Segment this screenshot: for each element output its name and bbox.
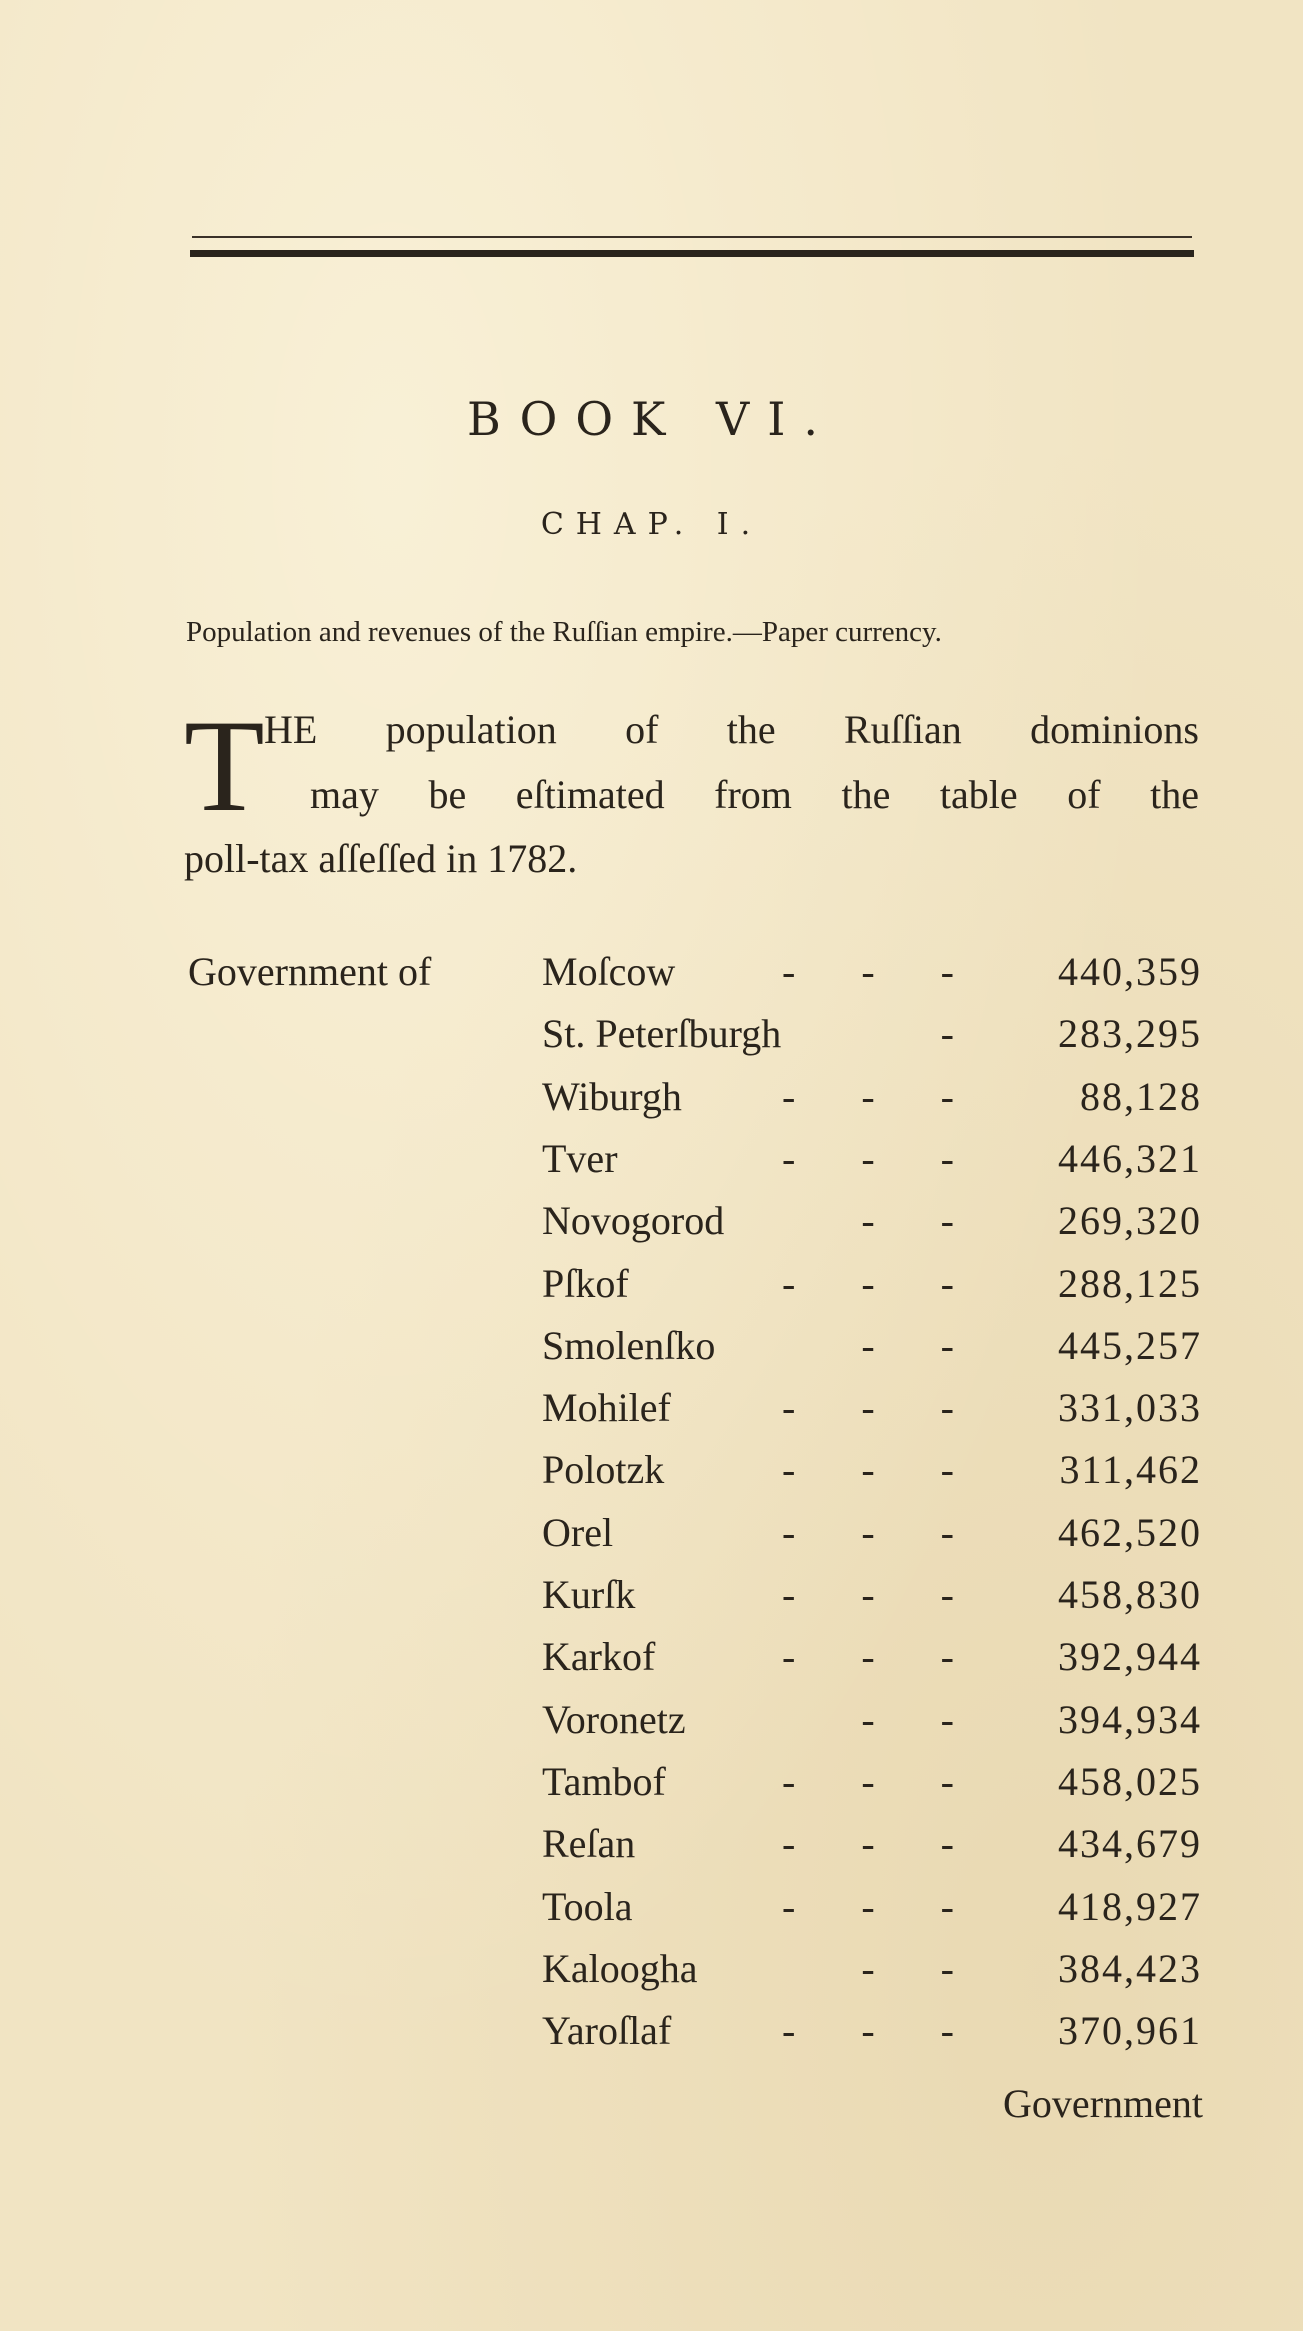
population-value: 370,961 [1058,2008,1202,2054]
paragraph-line-3: poll-tax aſſeſſed in 1782. [184,836,578,881]
leader-dashes: - - - [782,1758,982,1804]
government-name: Pſkof [542,1260,629,1306]
table-row [542,1197,1202,1255]
book-heading: BOOK VI. [466,392,837,446]
population-value: 384,423 [1058,1945,1202,1991]
leader-dashes: - - - [782,1073,982,1119]
population-value: 462,520 [1058,1509,1202,1555]
leader-dashes: - - [861,1198,982,1244]
leader-dashes: - - - [782,1135,982,1181]
government-name: Karkof [542,1634,656,1680]
leader-dashes: - - - [782,1634,982,1680]
population-value: 392,944 [1058,1634,1202,1680]
population-value: 283,295 [1058,1011,1202,1057]
government-name: Smolenſko [542,1322,716,1368]
government-name: Tver [542,1135,618,1181]
paragraph-line-2: may be eſtimated from the table of the [310,772,1199,817]
population-value: 269,320 [1058,1198,1202,1244]
table-row [542,1135,1202,1193]
government-name: Mohilef [542,1385,671,1431]
table-row [542,2007,1202,2065]
population-value: 311,462 [1059,1447,1202,1493]
table-row [542,1322,1202,1380]
population-value: 418,927 [1058,1883,1202,1929]
government-name: Novogorod [542,1198,725,1244]
population-value: 331,033 [1058,1385,1202,1431]
table-row [542,1758,1202,1816]
leader-dashes: - - - [782,949,982,994]
population-value: 434,679 [1058,1821,1202,1867]
leader-dashes: - - [861,1322,982,1368]
government-name: Kurſk [542,1572,636,1617]
leader-dashes: - - - [782,1821,982,1867]
catchword: Government [1003,2081,1203,2126]
drop-cap: T [184,692,265,839]
government-name: Toola [542,1883,633,1929]
leader-dashes: - - - [782,1572,982,1617]
table-row [542,1260,1202,1318]
table-row [542,1446,1202,1504]
government-name: Wiburgh [542,1073,682,1119]
leader-dashes: - [940,1011,982,1057]
table-row [542,1820,1202,1878]
table-row [542,1073,1202,1131]
government-name: Orel [542,1509,614,1555]
government-name: Reſan [542,1821,636,1867]
table-row [542,1696,1202,1754]
leader-dashes: - - - [782,1385,982,1431]
leader-dashes: - - - [782,2008,982,2054]
government-name: Kaloogha [542,1945,698,1991]
government-name: Yaroſlaf [542,2008,672,2054]
population-value: 288,125 [1058,1260,1202,1306]
population-value: 445,257 [1058,1322,1202,1368]
population-value: 394,934 [1058,1696,1202,1742]
population-value: 458,025 [1058,1758,1202,1804]
leader-dashes: - - - [782,1509,982,1555]
population-value: 440,359 [1058,949,1202,994]
table-intro: Government of [188,949,432,994]
table-row [542,1509,1202,1567]
leader-dashes: - - [861,1945,982,1991]
table-row [542,1633,1202,1691]
government-name: Tambof [542,1758,666,1804]
table-row [542,1945,1202,2003]
leader-dashes: - - - [782,1447,982,1493]
government-name: St. Peterſburgh [542,1011,782,1057]
government-name: Voronetz [542,1696,686,1742]
header-rule-thick [190,250,1194,257]
leader-dashes: - - [861,1696,982,1742]
government-name: Moſcow [542,949,676,994]
population-value: 88,128 [1080,1073,1202,1119]
table-row [542,1571,1202,1629]
table-row [542,948,1202,1006]
chapter-summary: Population and revenues of the Ruſſian empire.—Paper currency. [186,616,942,648]
population-value: 446,321 [1058,1135,1202,1181]
leader-dashes: - - - [782,1883,982,1929]
table-row [542,1883,1202,1941]
header-rule-thin [192,236,1192,238]
paragraph-line-1: HE population of the Ruſſian dominions [264,707,1199,752]
table-row [542,1384,1202,1442]
government-name: Polotzk [542,1447,665,1493]
chapter-heading: CHAP. I. [540,507,763,542]
leader-dashes: - - - [782,1260,982,1306]
population-value: 458,830 [1058,1572,1202,1617]
table-row [542,1010,1202,1068]
